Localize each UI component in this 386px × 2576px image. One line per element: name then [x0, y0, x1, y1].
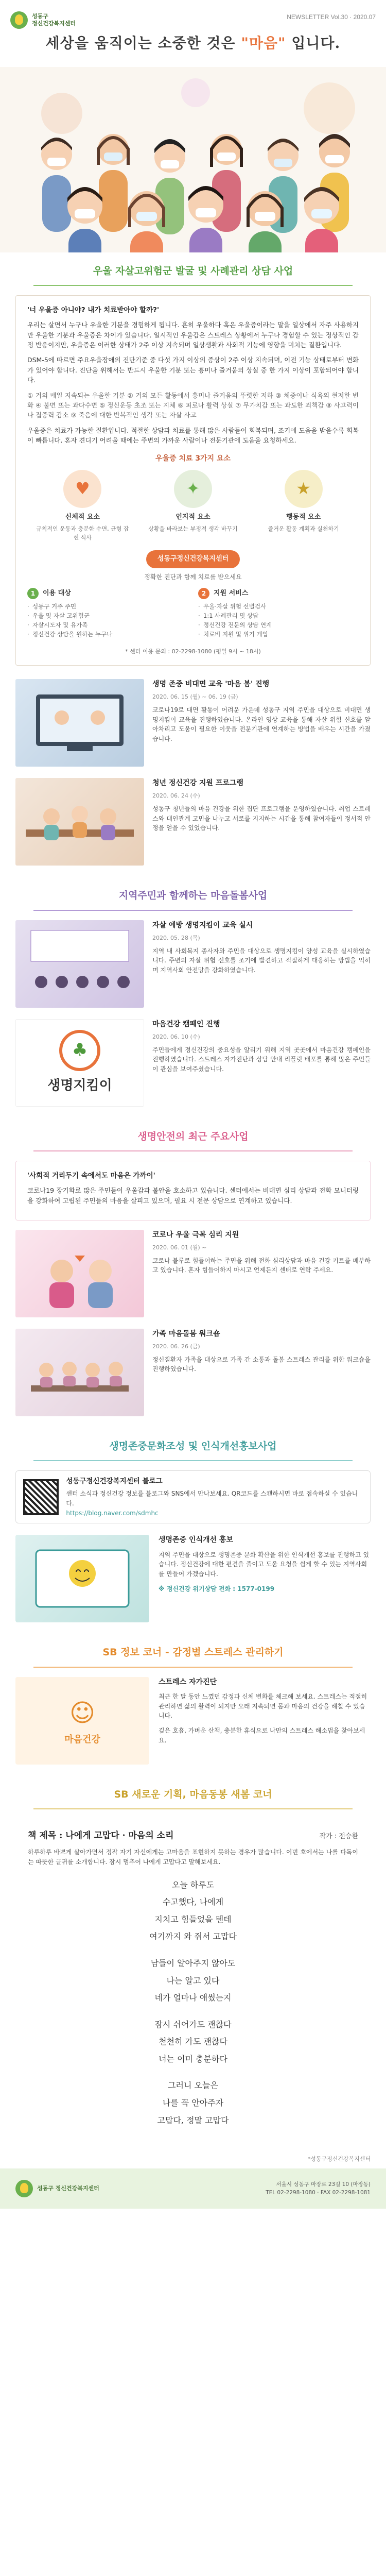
section-title-community: 지역주민과 함께하는 마음돌봄사업 — [118, 890, 268, 902]
smile-icon: ☺ — [69, 1699, 96, 1728]
news-item — [15, 778, 371, 866]
list-item: · 성동구 거주 주민 — [27, 602, 188, 612]
poem-line: 네가 얼마나 애썼는지 — [154, 1993, 232, 2003]
news-date: 2020. 06. 10 (수) — [152, 1033, 200, 1040]
news-item — [15, 920, 371, 1008]
logo-icon — [10, 11, 28, 29]
masthead — [0, 0, 386, 67]
badge-subtitle: 정확한 진단과 함께 치료를 받으세요 — [144, 573, 242, 581]
news-date: 2020. 06. 26 (금) — [152, 1343, 200, 1350]
promo-text: 지역 주민을 대상으로 생명존중 문화 확산을 위한 인식개선 홍보를 진행하고 있습니다. 정신건강에 대한 편견을 줄이고 도움 요청을 쉽게 할 수 있는 지역사회를 만들어 가겠습니다. — [159, 1551, 370, 1578]
paragraph: 우울증은 치료가 가능한 질환입니다. 적절한 상담과 치료를 통해 많은 사람들이 회복되며, 조기에 도움을 받을수록 회복이 빠릅니다. 혼자 견디기 어려울 때에는 주변의 가까운 사람이나 전문기관에 도움을 요청하세요. — [27, 426, 359, 445]
hero-illustration — [0, 67, 386, 252]
footer-address: 서울시 성동구 마장로 23길 10 (마장동) TEL 02-2298-1080 · FAX 02-2298-1081 — [266, 2181, 371, 2196]
divider — [33, 1150, 353, 1151]
treatment-factors-title: 우울증 치료 3가지 요소 — [155, 454, 231, 463]
list-item: · 우울 및 자살 고위험군 — [27, 612, 188, 621]
poem-line: 오늘 하루도 — [171, 1879, 215, 1890]
factor-cognitive: ✦ 인지적 요소 상황을 바라보는 부정적 생각 바꾸기 — [144, 470, 242, 542]
eligibility-column: 1 이용 대상 · 성동구 거주 주민 · 우울 및 자살 고위험군 · 자살시도자 및 유가족 · 정신건강 상담을 원하는 누구나 — [27, 588, 188, 639]
online-education-photo — [15, 679, 144, 767]
news-title: 가족 마음돌봄 워크숍 — [152, 1329, 220, 1338]
poem-stanza-gap — [28, 2067, 358, 2077]
page-title: 세상을 움직이는 소중한 것은 "마음" 입니다. — [45, 35, 341, 52]
section-title-book: SB 새로운 기획, 마음동봉 새봄 코너 — [114, 1788, 272, 1800]
poem-line: 남들이 알아주지 않아도 — [150, 1958, 236, 1968]
poem-line: 고맙다, 정말 고맙다 — [157, 2115, 229, 2125]
issue-number: NEWSLETTER Vol.30 · 2020.07 — [287, 13, 376, 21]
poem-line: 그러니 오늘은 — [168, 2080, 218, 2091]
news-date: 2020. 06. 15 (월) ~ 06. 19 (금) — [152, 693, 238, 701]
paragraph: DSM-5에 따르면 주요우울장애의 진단기준 중 다섯 가지 이상의 증상이 2주 이상 지속되며, 이전 기능 상태로부터 변화가 있어야 합니다. 진단을 위해서는 반드시 우울한 기분 또는 흥미나 즐거움의 상실 중 한 가지 이상이 포함되어야 합니다. — [27, 356, 359, 384]
stress-info — [15, 1677, 371, 1765]
heart-icon: ♥ — [63, 470, 101, 508]
contact-note: * 센터 이용 문의 : 02-2298-1080 (평일 9시 ~ 18시) — [125, 648, 261, 655]
stress-text: 최근 한 달 동안 느꼈던 감정과 신체 변화를 체크해 보세요. 스트레스는 적절히 관리하면 삶의 활력이 되지만 오래 지속되면 몸과 마음의 건강을 해칠 수 있습니다. — [159, 1693, 367, 1720]
leaf-icon: ♣ — [59, 1030, 100, 1071]
news-title: 생명 존중 비대면 교육 '마음 봄' 진행 — [152, 680, 270, 689]
stress-tip: 깊은 호흡, 가벼운 산책, 충분한 휴식으로 나만의 스트레스 해소법을 찾아보세요. — [159, 1727, 365, 1744]
poem-line: 나는 알고 있다 — [166, 1975, 220, 1986]
footer-org-name: 성동구 정신건강복지센터 — [37, 2185, 99, 2192]
divider — [33, 1667, 353, 1668]
symptom-list: ① 거의 매일 지속되는 우울한 기분 ② 거의 모든 활동에서 흥미나 즐거움의 뚜렷한 저하 ③ 체중이나 식욕의 현저한 변화 ④ 불면 또는 과다수면 ⑤ 정신운동 초조 또는 지체 ⑥ 피로나 활력 상실 ⑦ 무가치감 또는 과도한 죄책감 ⑧ 사고력이나 집중력 감소 ⑨ 죽음에 대한 반복적인 생각 또는 자살 사고 — [27, 391, 359, 419]
youth-program-photo — [15, 778, 144, 866]
org-name-line1: 성동구 — [32, 13, 48, 20]
news-text: 성동구 청년들의 마음 건강을 위한 집단 프로그램을 운영하였습니다. 취업 스트레스와 대인관계 고민을 나누고 서로를 지지하는 시간을 통해 참여자들이 정서적 안정을 얻을 수 있었습니다. — [152, 805, 371, 832]
blog-url-link[interactable]: https://blog.naver.com/sdmhc — [66, 1509, 159, 1517]
poem-line: 수고했다, 나에게 — [162, 1897, 224, 1907]
promo-title: 생명존중 인식개선 홍보 — [159, 1536, 233, 1545]
awareness-promo — [15, 1535, 371, 1622]
book-intro: 하루하루 바쁘게 살아가면서 정작 자기 자신에게는 고마움을 표현하지 못하는 경우가 많습니다. 이번 호에서는 나를 다독이는 따뜻한 글귀를 소개합니다. 잠시 멈추어 나에게 고맙다고 말해보세요. — [28, 1849, 358, 1866]
list-item: · 치료비 지원 및 위기 개입 — [198, 630, 359, 639]
gatekeeper-logo: ♣ 생명지킴이 — [15, 1019, 144, 1107]
qr-code[interactable] — [23, 1479, 59, 1515]
section-title-awareness: 생명존중문화조성 및 인식개선홍보사업 — [109, 1440, 277, 1452]
treatment-factors — [27, 470, 359, 542]
gatekeeper-training-photo — [15, 920, 144, 1008]
number-badge: 1 — [27, 588, 39, 599]
book-author: 작가 : 전승환 — [319, 1833, 358, 1840]
news-item — [15, 679, 371, 767]
divider — [33, 285, 353, 286]
news-title: 코로나 우울 극복 심리 지원 — [152, 1230, 239, 1239]
poem-stanza-gap — [28, 1945, 358, 1955]
poem-line: 여기까지 와 줘서 고맙다 — [149, 1931, 237, 1942]
divider — [33, 1808, 353, 1809]
poem-line: 나를 꼭 안아주자 — [162, 2098, 224, 2108]
list-item: · 우울·자살 위험 선별검사 — [198, 602, 359, 612]
section-title-stress: SB 정보 코너 - 감정별 스트레스 관리하기 — [102, 1647, 284, 1658]
news-title: 청년 정신건강 지원 프로그램 — [152, 779, 243, 788]
news-text: 정신질환자 가족을 대상으로 가족 간 소통과 돌봄 스트레스 관리를 위한 워크숍을 진행하였습니다. — [152, 1355, 371, 1373]
poem-line: 지치고 힘들었을 텐데 — [154, 1914, 232, 1924]
logo-icon — [15, 2180, 33, 2197]
center-name-badge: 성동구정신건강복지센터 — [146, 550, 240, 568]
services-column: 2 지원 서비스 · 우울·자살 위험 선별검사 · 1:1 사례관리 및 상담 · 정신건강 전문의 상담 연계 · 치료비 지원 및 위기 개입 — [198, 588, 359, 639]
poem-line: 잠시 쉬어가도 괜찮다 — [154, 2019, 232, 2029]
projects-panel — [15, 1161, 371, 1221]
stress-title: 스트레스 자가진단 — [159, 1677, 217, 1686]
list-item: · 정신건강 전문의 상담 연계 — [198, 621, 359, 630]
news-title: 자살 예방 생명지킴이 교육 실시 — [152, 921, 253, 929]
question-heading: '너 우울증 아니야? 내가 치료받아야 할까?' — [27, 306, 160, 315]
stress-infographic: ☺ 마음건강 — [15, 1677, 149, 1765]
family-workshop-photo — [15, 1329, 144, 1416]
counseling-photo — [15, 1230, 144, 1317]
blog-card-title: 성동구정신건강복지센터 블로그 — [66, 1477, 163, 1486]
list-item: · 자살시도자 및 유가족 — [27, 621, 188, 630]
hotline-note: ※ 정신건강 위기상담 전화 : 1577-0199 — [159, 1585, 275, 1592]
divider — [33, 1460, 353, 1461]
news-date: 2020. 05. 28 (목) — [152, 934, 200, 941]
news-date: 2020. 06. 01 (월) ~ — [152, 1244, 207, 1251]
campaign-photo — [15, 1535, 149, 1622]
poem-line: 너는 이미 충분하다 — [159, 2054, 227, 2064]
org-logo[interactable] — [10, 11, 76, 29]
paragraph: 우리는 살면서 누구나 우울한 기분을 경험하게 됩니다. 흔히 우울하다 혹은 우울증이라는 말을 일상에서 자주 사용하지만 우울한 기분과 우울증은 차이가 있습니다. 일시적인 우울감은 스트레스 상황에서 누구나 경험할 수 있는 정상적인 감정 반응이지만, 우울증은 이러한 상태가 2주 이상 지속되며 일상생활과 사회적 기능에 영향을 미치는 질환입니다. — [27, 321, 359, 349]
book-title: 책 제목 : 나에게 고맙다 · 마음의 소리 — [28, 1831, 174, 1841]
news-text: 주민들에게 정신건강의 중요성을 알리기 위해 지역 곳곳에서 마음건강 캠페인을 진행하였습니다. 스트레스 자가진단과 상담 안내 리플릿 배포를 통해 많은 주민들이 관심을 보여주셨습니다. — [152, 1046, 371, 1073]
footer-logo[interactable] — [15, 2180, 99, 2197]
list-item: · 정신건강 상담을 원하는 누구나 — [27, 630, 188, 639]
footer-tag: *성동구정신건강복지센터 — [307, 2156, 371, 2163]
news-title: 마음건강 캠페인 진행 — [152, 1020, 220, 1028]
star-icon: ★ — [285, 470, 323, 508]
number-badge: 2 — [198, 588, 209, 599]
poem-stanza-gap — [28, 2007, 358, 2016]
org-name-line2: 정신건강복지센터 — [32, 20, 76, 27]
lightbulb-icon: ✦ — [174, 470, 212, 508]
news-item — [15, 1230, 371, 1317]
news-text: 지역 내 사회복지 종사자와 주민을 대상으로 생명지킴이 양성 교육을 실시하였습니다. 주변의 자살 위험 신호를 조기에 발견하고 적절하게 대응하는 방법을 익히며 지역사회 안전망을 강화하였습니다. — [152, 947, 371, 974]
factor-physical: ♥ 신체적 요소 규칙적인 운동과 충분한 수면, 균형 잡힌 식사 — [33, 470, 131, 542]
poem — [28, 1876, 358, 2129]
factor-behavioral: ★ 행동적 요소 즐거운 활동 계획과 실천하기 — [255, 470, 353, 542]
divider — [33, 910, 353, 911]
news-item — [15, 1019, 371, 1107]
list-item: · 1:1 사례관리 및 상담 — [198, 612, 359, 621]
section-title-projects: 생명안전의 최근 주요사업 — [137, 1130, 249, 1142]
news-text: 코로나 블루로 힘들어하는 주민을 위해 전화 심리상담과 마음 건강 키트를 배부하고 있습니다. 혼자 힘들어하지 마시고 언제든지 센터로 연락 주세요. — [152, 1257, 371, 1274]
service-columns — [27, 588, 359, 639]
section-title-depression: 우울 자살고위험군 발굴 및 사례관리 상담 사업 — [93, 265, 293, 277]
news-item — [15, 1329, 371, 1416]
poem-line: 천천히 가도 괜찮다 — [159, 2037, 227, 2047]
blog-card-text: 센터 소식과 정신건강 정보를 블로그와 SNS에서 만나보세요. QR코드를 스캔하시면 바로 접속하실 수 있습니다. — [66, 1490, 358, 1507]
question-heading: '사회적 거리두기 속에서도 마음은 가까이' — [27, 1172, 155, 1180]
book-feature — [15, 1819, 371, 2139]
paragraph: 코로나19 장기화로 많은 주민들이 우울감과 불안을 호소하고 있습니다. 센터에서는 비대면 심리 상담과 전화 모니터링을 강화하여 고립된 주민들의 마음을 살피고 있으며, 필요 시 전문 상담으로 연계하고 있습니다. — [27, 1187, 359, 1205]
blog-link-card[interactable] — [15, 1470, 371, 1523]
news-date: 2020. 06. 24 (수) — [152, 792, 200, 800]
news-text: 코로나19로 대면 활동이 어려운 가운데 성동구 지역 주민을 대상으로 비대면 생명지킴이 교육을 진행하였습니다. 온라인 영상 교육을 통해 자살 위험 신호를 알아차리고 도움이 필요한 이웃을 전문기관에 연계하는 방법을 배우는 시간을 가졌습니다. — [152, 706, 371, 742]
footer — [0, 2168, 386, 2209]
depression-info-panel — [15, 295, 371, 666]
crowd-with-masks-illustration — [0, 67, 386, 252]
